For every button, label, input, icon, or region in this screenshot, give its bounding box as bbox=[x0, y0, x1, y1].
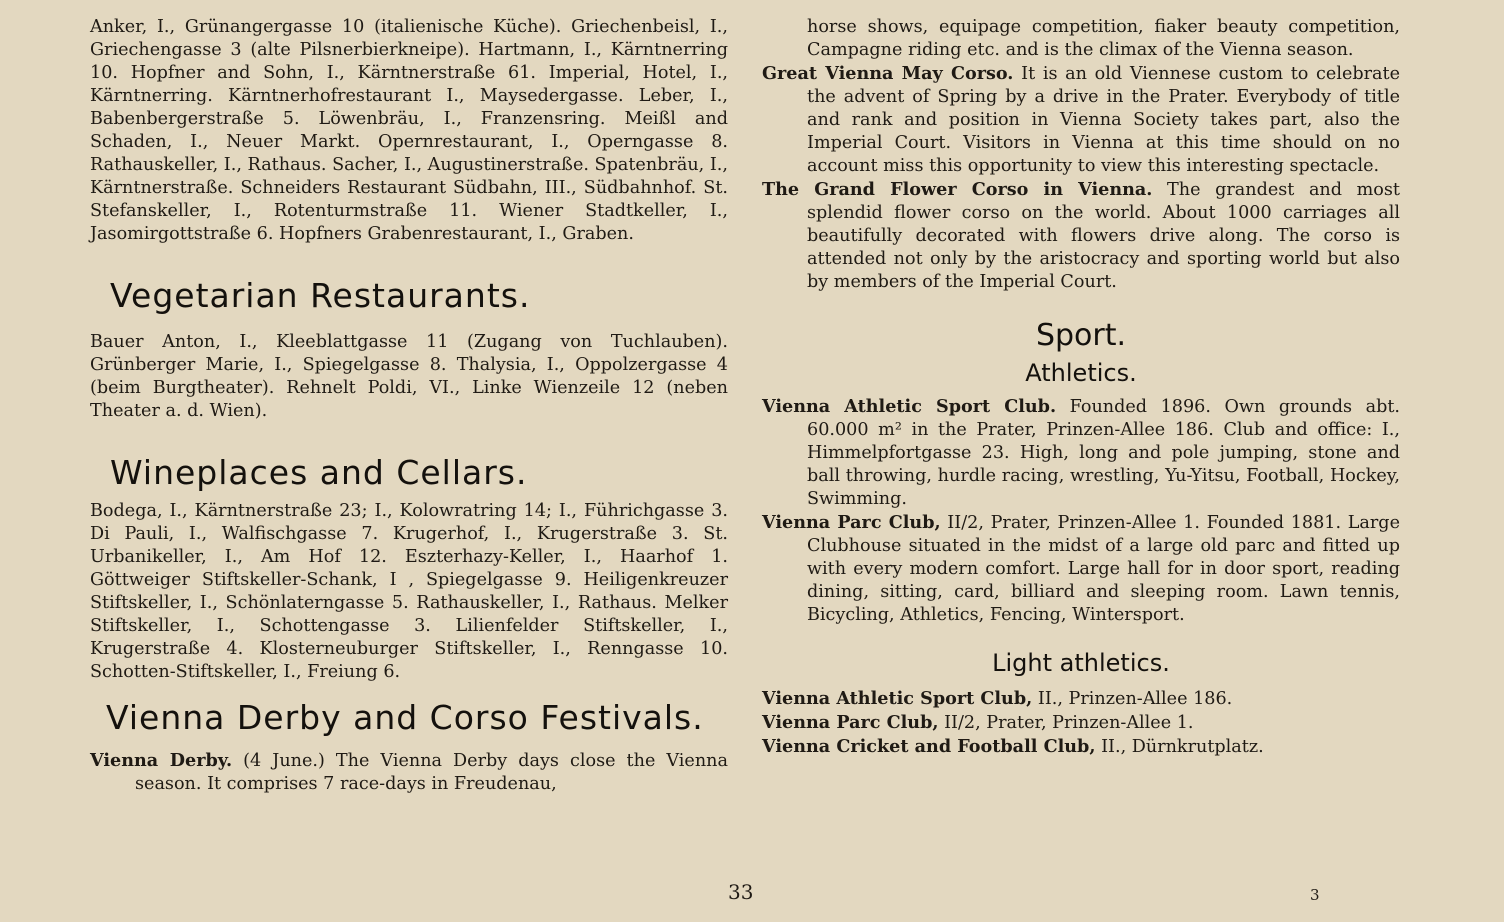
page-number-right: 3 bbox=[1310, 886, 1320, 904]
derby-continued: horse shows, equipage competition, fiaker beauty competition, Campagne riding etc. and is the climax of the Vienna season. bbox=[807, 17, 1400, 60]
light-athletics-item-name: Vienna Cricket and Football Club, bbox=[762, 736, 1096, 757]
flower-corso-entry bbox=[762, 178, 1400, 294]
parc-club-name: Vienna Parc Club, bbox=[762, 512, 941, 533]
light-athletics-item-text: II., Prinzen-Allee 186. bbox=[1032, 689, 1233, 709]
wine-list: Bodega, I., Kärntnerstraße 23; I., Kolowratring 14; I., Führichgasse 3. Di Pauli, I., Walfischgasse 7. Krugerhof, I., Krugerstraße 3. St. Urbanikeller, I., Am Hof 12. Eszterhazy-Keller, I., Haarhof 1. Göttweiger Stiftskeller-Schank, I , Spiegelgasse 9. Heiligenkreuzer Stiftskeller, I., Schönlaterngasse 5. Rathauskeller, I., Rathaus. Melker Stiftskeller, I., Schottengasse 3. Lilienfelder Stiftskeller, I., Krugerstraße 4. Klosterneuburger Stiftskeller, I., Renngasse 10. Schotten-Stiftskeller, I., Freiung 6. bbox=[90, 501, 728, 682]
light-athletics-heading: Light athletics. bbox=[992, 649, 1170, 677]
wine-heading: Wineplaces and Cellars. bbox=[110, 453, 528, 492]
flower-corso-name: The Grand Flower Corso in Vienna. bbox=[762, 179, 1153, 200]
vegetarian-heading: Vegetarian Restaurants. bbox=[110, 276, 531, 315]
derby-name: Vienna Derby. bbox=[90, 750, 233, 771]
left-column bbox=[90, 16, 728, 796]
vegetarian-list: Bauer Anton, I., Kleeblattgasse 11 (Zugang von Tuchlauben). Grünberger Marie, I., Spiegelgasse 8. Thalysia, I., Oppolzergasse 4 (beim Burgtheater). Rehnelt Poldi, VI., Linke Wienzeile 12 (neben Theater a. d. Wien). bbox=[90, 332, 728, 421]
light-athletics-item-text: II/2, Prater, Prinzen-Allee 1. bbox=[938, 713, 1194, 733]
derby-text: (4 June.) The Vienna Derby days close the Vienna season. It comprises 7 race-days in Freudenau, bbox=[135, 751, 728, 794]
light-athletics-item-text: II., Dürnkrutplatz. bbox=[1095, 737, 1264, 757]
light-athletics-item bbox=[762, 687, 1400, 711]
right-column bbox=[762, 16, 1400, 759]
light-athletics-item bbox=[762, 711, 1400, 735]
restaurants-list: Anker, I., Grünangergasse 10 (italienische Küche). Griechenbeisl, I., Griechengasse 3 (alte Pilsnerbierkneipe). Hartmann, I., Kärntnerring 10. Hopfner and Sohn, I., Kärntnerstraße 61. Imperial, Hotel, I., Kärntnerring. Kärntnerhofrestaurant I., Maysedergasse. Leber, I., Babenbergerstraße 5. Löwenbräu, I., Franzensring. Meißl and Schaden, I., Neuer Markt. Opernrestaurant, I., Operngasse 8. Rathauskeller, I., Rathaus. Sacher, I., Augustinerstraße. Spatenbräu, I., Kärntnerstraße. Schneiders Restaurant Südbahn, III., Südbahnhof. St. Stefanskeller, I., Rotenturmstraße 11. Wiener Stadtkeller, I., Jasomirgottstraße 6. Hopfners Grabenrestaurant, I., Graben. bbox=[90, 17, 728, 244]
sport-heading: Sport. bbox=[1035, 318, 1127, 353]
page-number-left: 33 bbox=[728, 880, 754, 904]
may-corso-entry bbox=[762, 62, 1400, 178]
athletic-sport-club-name: Vienna Athletic Sport Club. bbox=[762, 396, 1057, 417]
derby-entry bbox=[90, 749, 728, 796]
derby-heading: Vienna Derby and Corso Festivals. bbox=[106, 698, 704, 737]
flower-corso-text: The grandest and most splendid flower corso on the world. About 1000 carriages all beautifully decorated with flowers drive along. The corso is attended not only by the aristocracy and sporting world but also by members of the Imperial Court. bbox=[807, 180, 1400, 292]
may-corso-name: Great Vienna May Corso. bbox=[762, 63, 1014, 84]
light-athletics-item-name: Vienna Athletic Sport Club, bbox=[762, 688, 1033, 709]
parc-club-entry bbox=[762, 511, 1400, 627]
parc-club-text: II/2, Prater, Prinzen-Allee 1. Founded 1881. Large Clubhouse situated in the midst of a large old parc and fitted up with every modern comfort. Large hall for in door sport, reading dining, sitting, card, billiard and sleeping room. Lawn tennis, Bicycling, Athletics, Fencing, Wintersport. bbox=[807, 513, 1400, 625]
light-athletics-item-name: Vienna Parc Club, bbox=[762, 712, 939, 733]
may-corso-text: It is an old Viennese custom to celebrate the advent of Spring by a drive in the Prater. Everybody of title and rank and position in Vienna Society takes part, also the Imperial Court. Visitors in Vienna at this time should on no account miss this opportunity to view this interesting spectacle. bbox=[807, 64, 1401, 176]
light-athletics-item bbox=[762, 735, 1400, 759]
athletics-heading: Athletics. bbox=[1025, 359, 1137, 387]
athletic-sport-club-entry bbox=[762, 395, 1400, 511]
athletic-sport-club-text: Founded 1896. Own grounds abt. 60.000 m² in the Prater, Prinzen-Allee 186. Club and office: I., Himmelpfortgasse 23. High, long and pole jumping, stone and ball throwing, hurdle racing, wrestling, Yu-Yitsu, Football, Hockey, Swimming. bbox=[807, 397, 1400, 509]
